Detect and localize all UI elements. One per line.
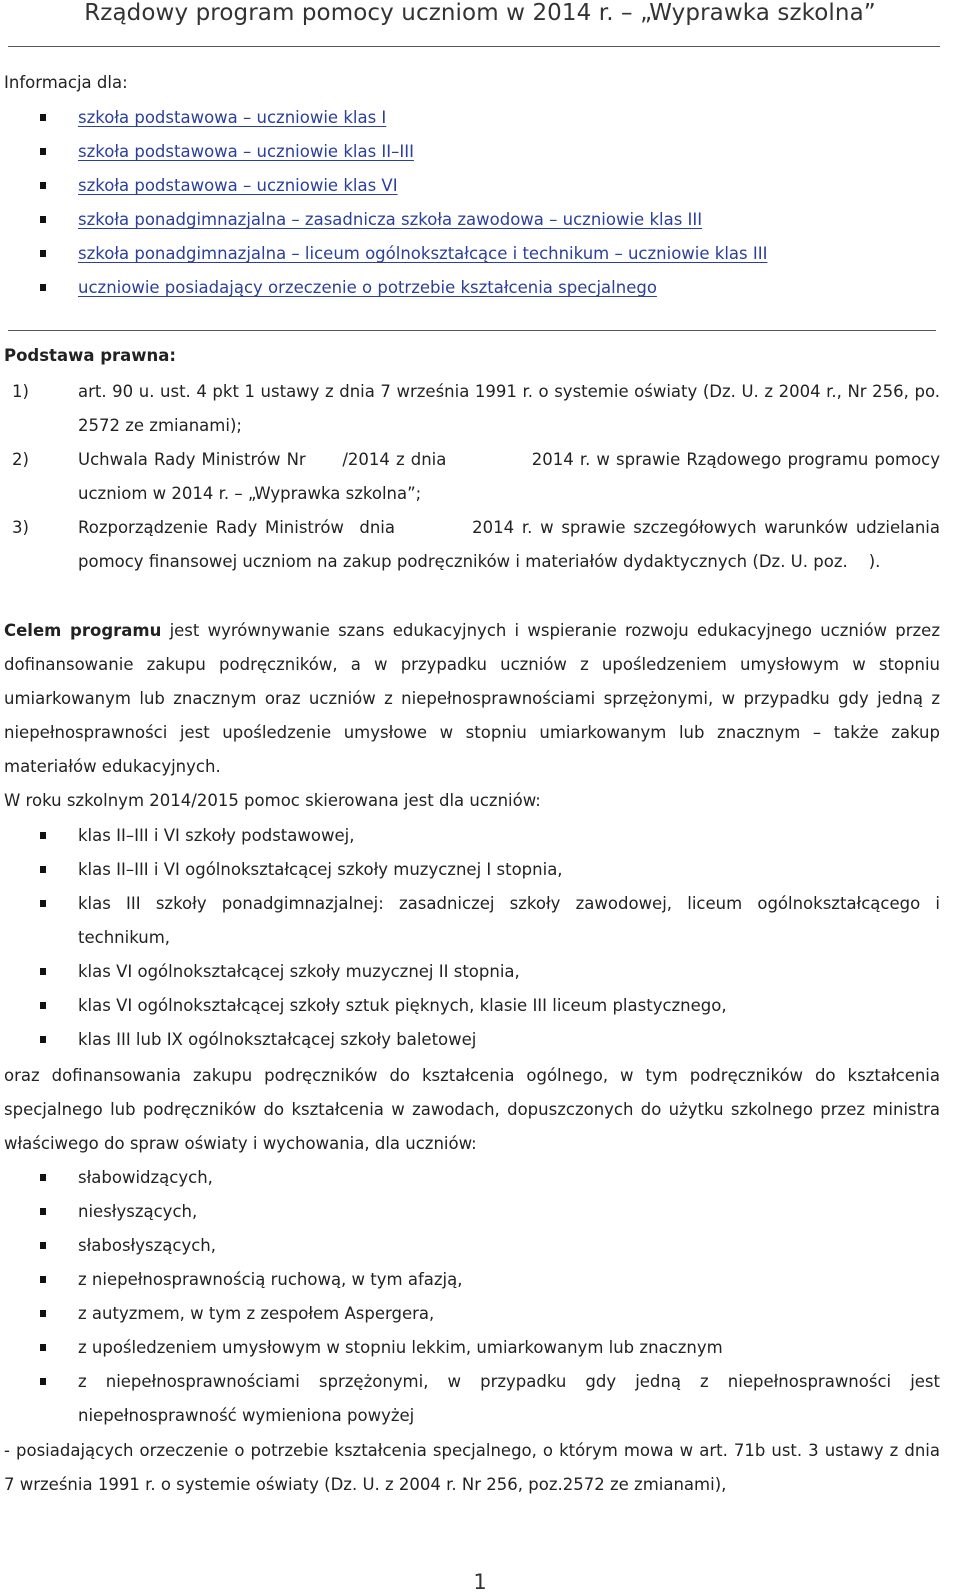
info-link-3[interactable]: szkoła podstawowa – uczniowie klas VI	[78, 176, 398, 195]
list-number: 2)	[12, 450, 29, 469]
list-item[interactable]	[40, 237, 940, 271]
list-item	[40, 1365, 940, 1433]
section-rule	[8, 330, 936, 331]
eligible-class-text: klas III lub IX ogólnokształcącej szkoły baletowej	[78, 1030, 477, 1049]
bullet-icon	[40, 900, 46, 907]
info-link-6[interactable]: uczniowie posiadający orzeczenie o potrzebie kształcenia specjalnego	[78, 278, 657, 297]
bullet-icon	[40, 284, 46, 291]
bullet-icon	[40, 148, 46, 155]
list-item	[40, 1023, 940, 1057]
bullet-icon	[40, 182, 46, 189]
bullet-icon	[40, 1174, 46, 1181]
program-goal-lead: Celem programu	[4, 621, 162, 640]
info-link-list	[40, 101, 940, 305]
bullet-icon	[40, 1002, 46, 1009]
info-link-5[interactable]: szkoła ponadgimnazjalna – liceum ogólnokształcące i technikum – uczniowie klas III	[78, 244, 768, 263]
bullet-icon	[40, 114, 46, 121]
bullet-icon	[40, 1036, 46, 1043]
special-need-text: niesłyszących,	[78, 1202, 198, 1221]
special-need-text: słabowidzących,	[78, 1168, 213, 1187]
bullet-icon	[40, 1276, 46, 1283]
info-link-2[interactable]: szkoła podstawowa – uczniowie klas II–III	[78, 142, 414, 161]
list-item	[40, 1331, 940, 1365]
bullet-icon	[40, 250, 46, 257]
list-item	[4, 511, 946, 579]
legal-heading: Podstawa prawna:	[4, 346, 177, 365]
list-item	[40, 853, 940, 887]
list-item	[40, 955, 940, 989]
list-item	[40, 989, 940, 1023]
document-header-title: Rządowy program pomocy uczniom w 2014 r. – „Wyprawka szkolna”	[84, 0, 876, 26]
info-link-4[interactable]: szkoła ponadgimnazjalna – zasadnicza szkoła zawodowa – uczniowie klas III	[78, 210, 703, 229]
list-item[interactable]	[40, 101, 940, 135]
list-item[interactable]	[40, 203, 940, 237]
bullet-icon	[40, 1310, 46, 1317]
list-number: 1)	[12, 382, 29, 401]
bullet-icon	[40, 1208, 46, 1215]
eligible-class-text: klas VI ogólnokształcącej szkoły muzycznej II stopnia,	[78, 962, 520, 981]
bullet-icon	[40, 1344, 46, 1351]
special-needs-intro: oraz dofinansowania zakupu podręczników do kształcenia ogólnego, w tym podręczników do kształcenia specjalnego lub podręczników do kształcenia w zawodach, dopuszczonych do użytku szkolnego przez ministra właściwego do spraw oświaty i wychowania, dla uczniów:	[4, 1066, 940, 1153]
special-need-text: słabosłyszących,	[78, 1236, 216, 1255]
list-item	[40, 1297, 940, 1331]
page-number: 1	[473, 1570, 487, 1594]
info-label: Informacja dla:	[4, 73, 128, 92]
legal-basis-list	[4, 375, 946, 579]
eligible-classes-list	[40, 819, 940, 1057]
eligible-class-text: klas II–III i VI ogólnokształcącej szkoły muzycznej I stopnia,	[78, 860, 563, 879]
special-need-text: z upośledzeniem umysłowym w stopniu lekkim, umiarkowanym lub znacznym	[78, 1338, 723, 1357]
list-item	[40, 1161, 940, 1195]
bullet-icon	[40, 1242, 46, 1249]
list-item	[4, 375, 940, 443]
eligible-class-text: klas VI ogólnokształcącej szkoły sztuk pięknych, klasie III liceum plastycznego,	[78, 996, 727, 1015]
eligible-class-text: klas III szkoły ponadgimnazjalnej: zasadniczej szkoły zawodowej, liceum ogólnokształcącego i technikum,	[78, 894, 940, 947]
eligible-class-text: klas II–III i VI szkoły podstawowej,	[78, 826, 355, 845]
special-needs-closing: - posiadających orzeczenie o potrzebie kształcenia specjalnego, o którym mowa w art. 71b ust. 3 ustawy z dnia 7 września 1991 r. o systemie oświaty (Dz. U. z 2004 r. Nr 256, poz.2572 ze zmianami),	[4, 1441, 940, 1494]
list-item	[40, 1195, 940, 1229]
special-need-text: z autyzmem, w tym z zespołem Aspergera,	[78, 1304, 435, 1323]
school-year-intro: W roku szkolnym 2014/2015 pomoc skierowana jest dla uczniów:	[4, 791, 541, 810]
list-item	[40, 1263, 940, 1297]
legal-item-text: Uchwala Rady Ministrów Nr /2014 z dnia 2014 r. w sprawie Rządowego programu pomocy uczniom w 2014 r. – „Wyprawka szkolna”;	[78, 450, 946, 503]
bullet-icon	[40, 216, 46, 223]
list-item	[40, 887, 940, 955]
special-need-text: z niepełnosprawnościami sprzężonymi, w przypadku gdy jedną z niepełnosprawności jest niepełnosprawność wymieniona powyżej	[78, 1372, 940, 1425]
program-goal-paragraph	[4, 614, 940, 784]
bullet-icon	[40, 968, 46, 975]
program-goal-text: jest wyrównywanie szans edukacyjnych i wspieranie rozwoju edukacyjnego uczniów przez dofinansowanie zakupu podręczników, a w przypadku uczniów z upośledzeniem umysłowym w stopniu umiarkowanym lub znacznym oraz uczniów z niepełnosprawnościami sprzężonymi, w przypadku gdy jedną z niepełnosprawności jest upośledzenie umysłowe w stopniu umiarkowanym lub znacznym – także zakup materiałów edukacyjnych.	[4, 621, 940, 776]
special-need-text: z niepełnosprawnością ruchową, w tym afazją,	[78, 1270, 463, 1289]
list-item	[40, 819, 940, 853]
special-needs-list	[40, 1161, 940, 1433]
list-number: 3)	[12, 518, 29, 537]
header-rule	[8, 46, 940, 47]
bullet-icon	[40, 866, 46, 873]
bullet-icon	[40, 1378, 46, 1385]
list-item[interactable]	[40, 135, 940, 169]
list-item	[40, 1229, 940, 1263]
legal-item-text: art. 90 u. ust. 4 pkt 1 ustawy z dnia 7 września 1991 r. o systemie oświaty (Dz. U. z 2004 r., Nr 256, po. 2572 ze zmianami);	[78, 382, 940, 435]
info-link-1[interactable]: szkoła podstawowa – uczniowie klas I	[78, 108, 387, 127]
list-item	[4, 443, 946, 511]
bullet-icon	[40, 832, 46, 839]
legal-item-text: Rozporządzenie Rady Ministrów dnia 2014 r. w sprawie szczegółowych warunków udzielania pomocy finansowej uczniom na zakup podręczników i materiałów dydaktycznych (Dz. U. poz. ).	[78, 518, 946, 571]
list-item[interactable]	[40, 271, 940, 305]
list-item[interactable]	[40, 169, 940, 203]
